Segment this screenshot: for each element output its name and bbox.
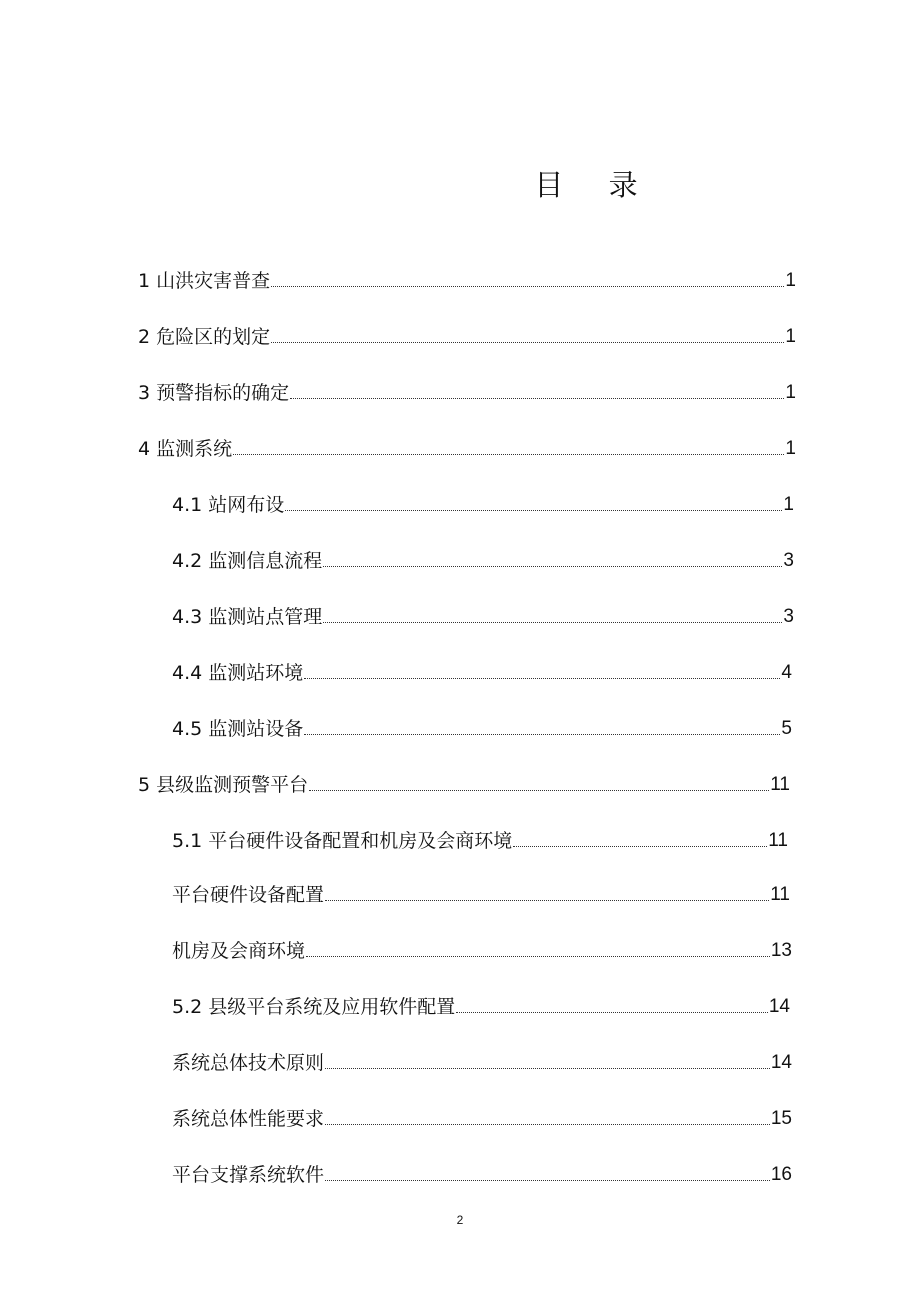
toc-entry-page: 1 bbox=[785, 326, 796, 347]
toc-leader bbox=[323, 565, 782, 567]
toc-entry-page: 14 bbox=[768, 996, 790, 1017]
toc-leader bbox=[323, 621, 782, 623]
toc-entry-label: 5.2 县级平台系统及应用软件配置 bbox=[172, 996, 456, 1018]
toc-entry-page: 11 bbox=[768, 830, 788, 851]
toc-entry-page: 1 bbox=[785, 270, 796, 291]
toc-entry[interactable] bbox=[138, 770, 790, 796]
toc-entry-label: 平台硬件设备配置 bbox=[172, 884, 325, 906]
toc-entry-label: 4 监测系统 bbox=[138, 438, 233, 460]
toc-entry-page: 14 bbox=[770, 1052, 792, 1073]
page-number: 2 bbox=[456, 1213, 464, 1227]
toc-leader bbox=[325, 1123, 770, 1125]
toc-entry-page: 4 bbox=[781, 662, 792, 683]
toc-entry-page: 1 bbox=[783, 494, 794, 515]
toc-entry[interactable] bbox=[172, 490, 794, 516]
toc-leader bbox=[513, 845, 767, 847]
toc-entry-page: 1 bbox=[785, 438, 796, 459]
toc-leader bbox=[325, 899, 769, 901]
toc-leader bbox=[325, 1179, 770, 1181]
toc-leader bbox=[309, 789, 769, 791]
toc-entry-label: 5.1 平台硬件设备配置和机房及会商环境 bbox=[172, 830, 513, 852]
toc-leader bbox=[271, 341, 784, 343]
toc-entry-label: 4.1 站网布设 bbox=[172, 494, 285, 516]
toc-entry[interactable] bbox=[172, 658, 792, 684]
toc-entry-page: 1 bbox=[785, 382, 796, 403]
toc-entry-page: 3 bbox=[783, 606, 794, 627]
toc-leader bbox=[285, 509, 782, 511]
toc-entry-page: 5 bbox=[781, 718, 792, 739]
toc-entry[interactable] bbox=[138, 378, 796, 404]
toc-entry[interactable] bbox=[138, 322, 796, 348]
toc-leader bbox=[304, 733, 780, 735]
toc-entry[interactable] bbox=[172, 826, 788, 852]
toc-entry-label: 系统总体性能要求 bbox=[172, 1108, 325, 1130]
toc-entry[interactable] bbox=[172, 936, 792, 962]
toc-entry-label: 4.4 监测站环境 bbox=[172, 662, 304, 684]
toc-entry[interactable] bbox=[138, 266, 796, 292]
toc-entry-label: 2 危险区的划定 bbox=[138, 326, 271, 348]
toc-leader bbox=[325, 1067, 770, 1069]
toc-leader bbox=[306, 955, 770, 957]
toc-entry-label: 4.3 监测站点管理 bbox=[172, 606, 323, 628]
toc-leader bbox=[271, 285, 784, 287]
toc-entry-page: 11 bbox=[770, 774, 790, 795]
toc-entry-page: 11 bbox=[770, 884, 790, 905]
toc-entry-label: 5 县级监测预警平台 bbox=[138, 774, 309, 796]
toc-entry-label: 机房及会商环境 bbox=[172, 940, 306, 962]
toc-entry[interactable] bbox=[172, 1048, 792, 1074]
toc-entry-label: 4.2 监测信息流程 bbox=[172, 550, 323, 572]
toc-entry[interactable] bbox=[172, 880, 790, 906]
toc-title: 目 录 bbox=[534, 168, 656, 202]
toc-entry[interactable] bbox=[172, 602, 794, 628]
toc-entry[interactable] bbox=[172, 714, 792, 740]
toc-entry[interactable] bbox=[172, 1104, 792, 1130]
toc-leader bbox=[456, 1011, 768, 1013]
toc-leader bbox=[290, 397, 784, 399]
toc-entry-page: 13 bbox=[770, 940, 792, 961]
toc-leader bbox=[304, 677, 780, 679]
toc-entry-label: 平台支撑系统软件 bbox=[172, 1164, 325, 1186]
toc-entry-label: 1 山洪灾害普查 bbox=[138, 270, 271, 292]
toc-leader bbox=[233, 453, 784, 455]
toc-entry-label: 4.5 监测站设备 bbox=[172, 718, 304, 740]
toc-entry[interactable] bbox=[138, 434, 796, 460]
toc-entry-page: 3 bbox=[783, 550, 794, 571]
toc-entry-label: 3 预警指标的确定 bbox=[138, 382, 290, 404]
toc-entry-page: 16 bbox=[770, 1164, 792, 1185]
toc-entry[interactable] bbox=[172, 992, 790, 1018]
toc-entry-label: 系统总体技术原则 bbox=[172, 1052, 325, 1074]
toc-entry[interactable] bbox=[172, 546, 794, 572]
toc-entry-page: 15 bbox=[770, 1108, 792, 1129]
toc-entry[interactable] bbox=[172, 1160, 792, 1186]
